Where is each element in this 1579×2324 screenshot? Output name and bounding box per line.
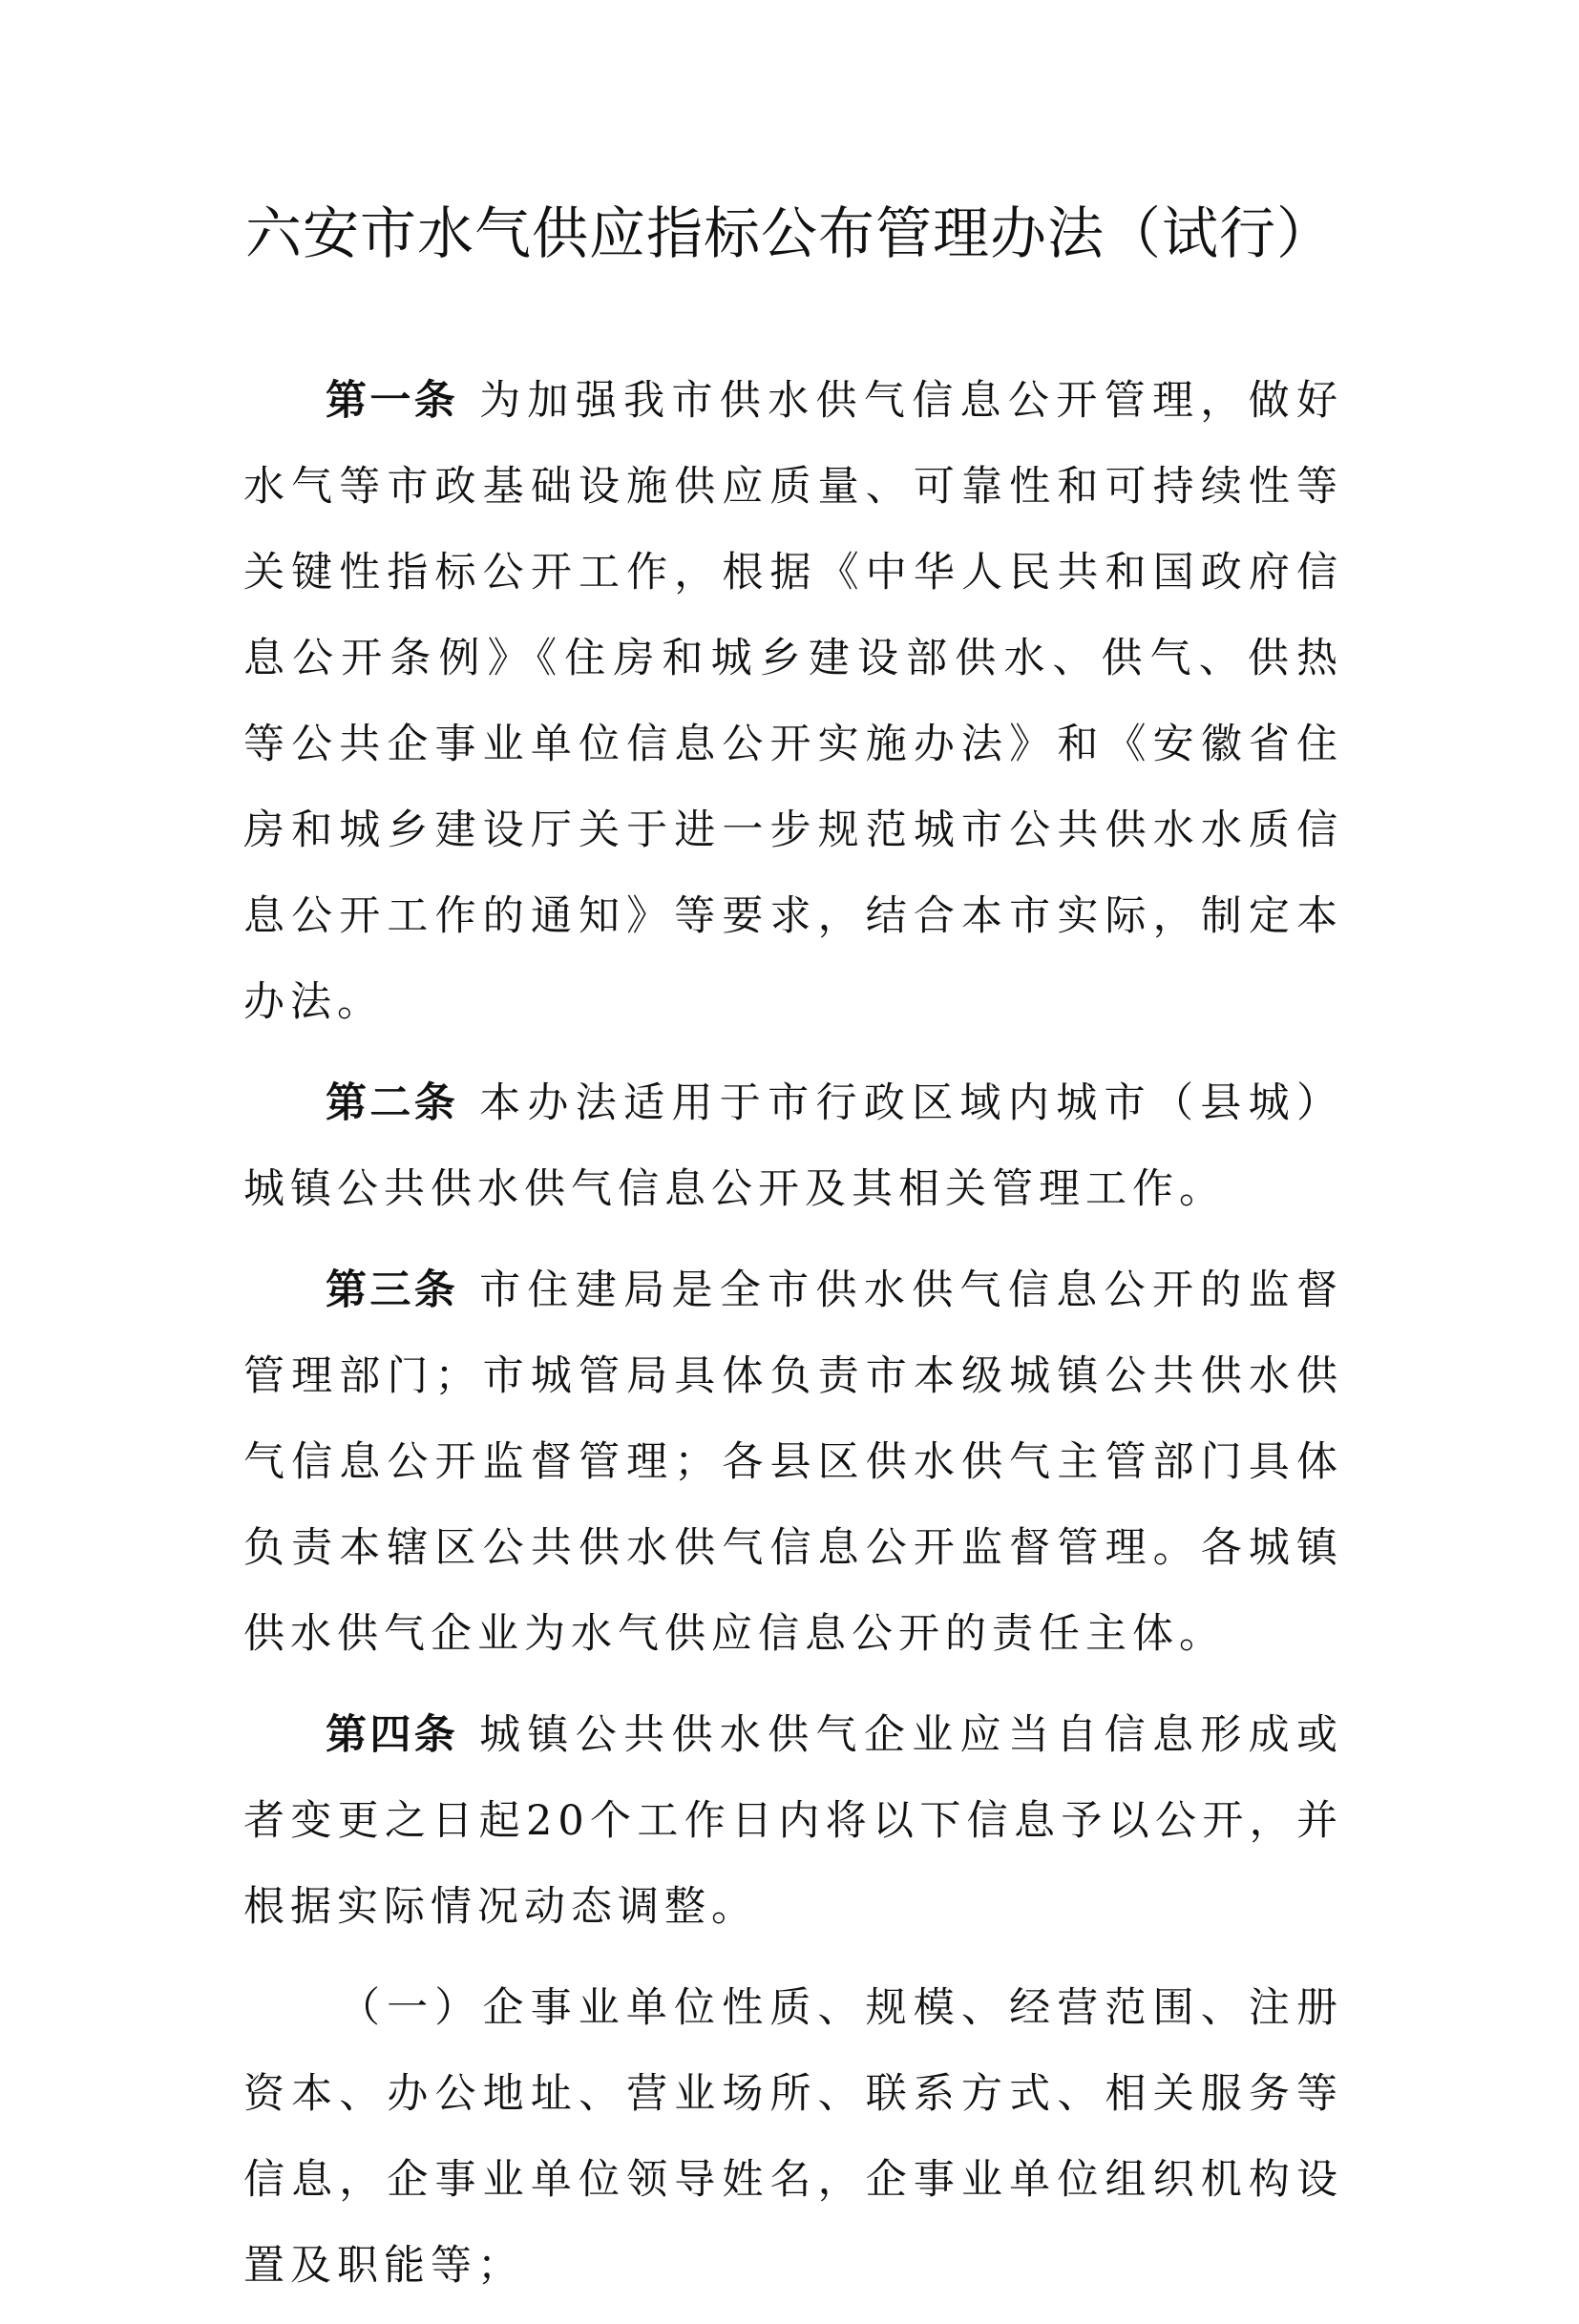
article-3-text: 市住建局是全市供水供气信息公开的监督管理部门；市城管局具体负责市本级城镇公共供水供气信息公开监督管理；各县区供水供气主管部门具体负责本辖区公共供水供气信息公开监督管理。各城镇供水供气企业为水气供应信息公开的责任主体。: [243, 1267, 1344, 1658]
article-1-text: 为加强我市供水供气信息公开管理，做好水气等市政基础设施供应质量、可靠性和可持续性等关键性指标公开工作，根据《中华人民共和国政府信息公开条例》《住房和城乡建设部供水、供气、供热等公共企事业单位信息公开实施办法》和《安徽省住房和城乡建设厅关于进一步规范城市公共供水水质信息公开工作的通知》等要求，结合本市实际，制定本办法。: [243, 377, 1344, 1026]
article-1: [243, 358, 1343, 1045]
article-4-text: 城镇公共供水供气企业应当自信息形成或者变更之日起20个工作日内将以下信息予以公开，并根据实际情况动态调整。: [243, 1711, 1344, 1931]
article-1-label: 第一条: [326, 377, 459, 425]
article-3: [243, 1247, 1343, 1677]
article-3-label: 第三条: [326, 1267, 459, 1314]
article-2-label: 第二条: [326, 1079, 459, 1127]
article-4-item-1-text: （一）企事业单位性质、规模、经营范围、注册资本、办公地址、营业场所、联系方式、相关服务等信息，企事业单位领导姓名，企事业单位组织机构设置及职能等；: [243, 1984, 1343, 2290]
article-4: [243, 1692, 1343, 1950]
article-2: [243, 1060, 1343, 1232]
document-title: 六安市水气供应指标公布管理办法（试行）: [244, 200, 1334, 266]
article-4-item-1: [243, 1965, 1343, 2309]
article-4-label: 第四条: [326, 1711, 459, 1759]
document-body: [243, 358, 1343, 2324]
article-2-text: 本办法适用于市行政区域内城市（县城）城镇公共供水供气信息公开及其相关管理工作。: [243, 1079, 1344, 1213]
